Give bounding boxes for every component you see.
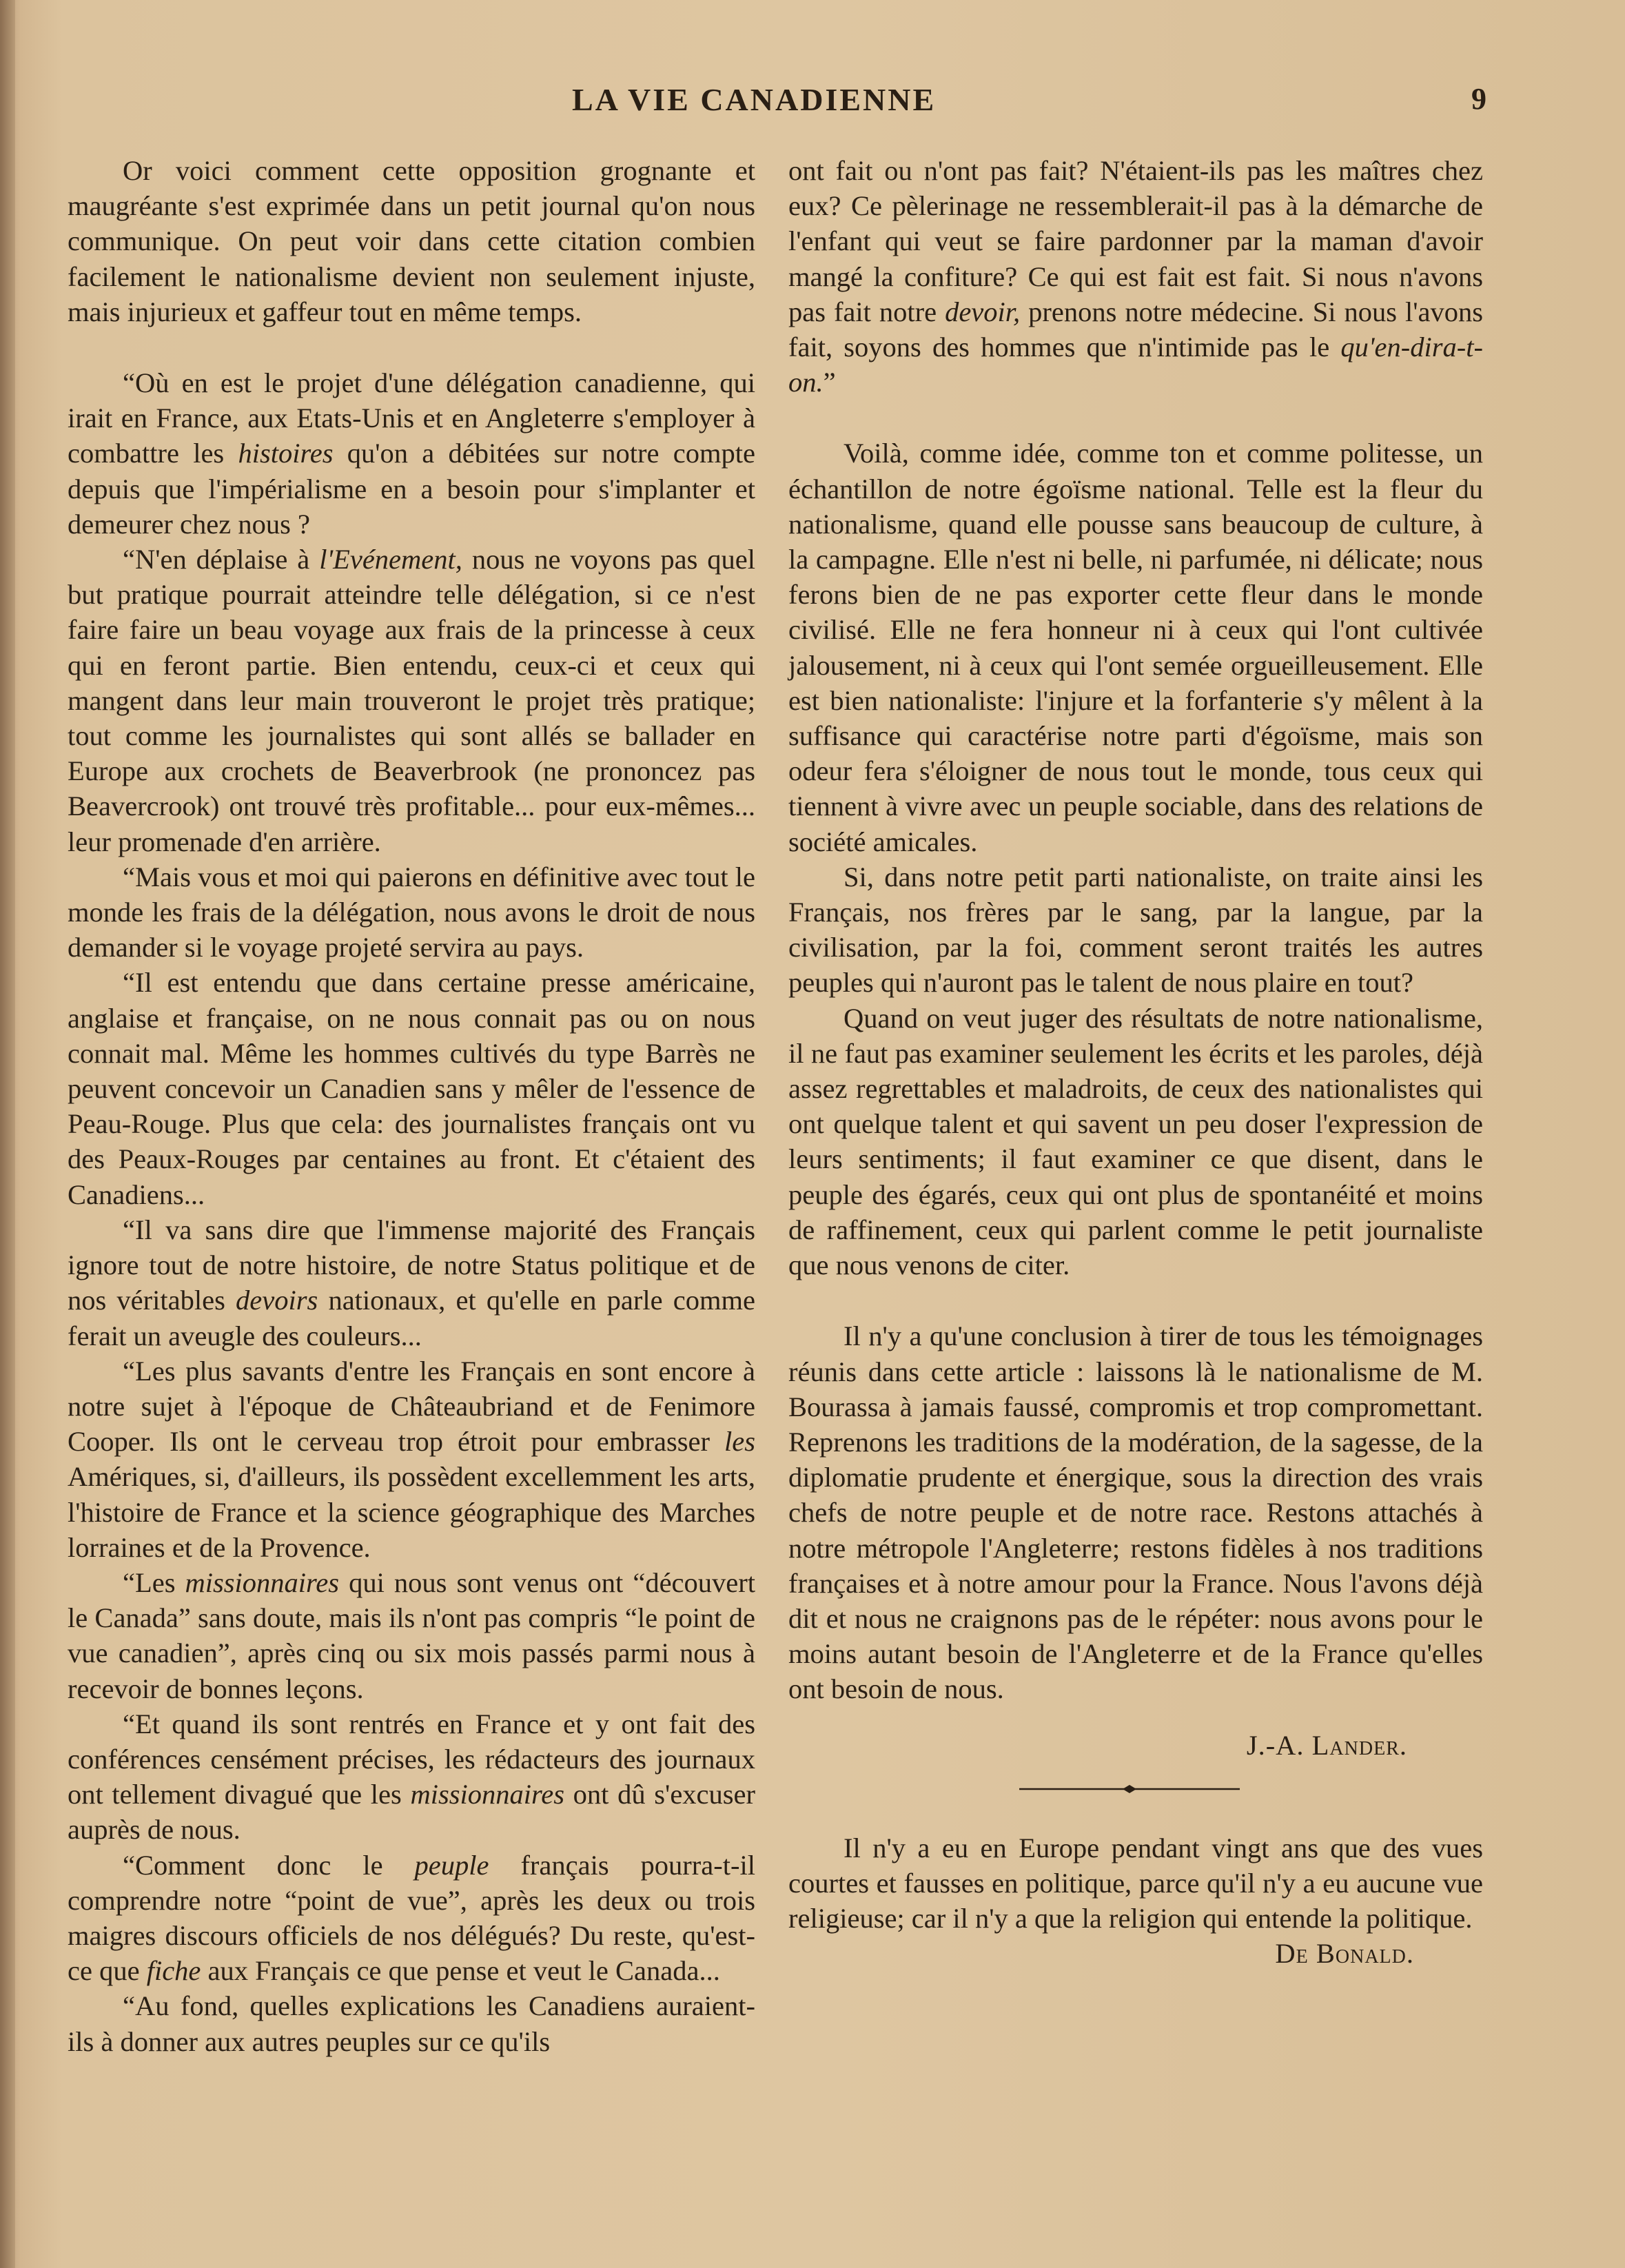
- quote-paragraph: [68, 1706, 755, 1848]
- text-run: “Au fond, quelles explications les Canadiens auraient-ils à donner aux autres peuples sur ce qu'ils: [68, 1990, 755, 2057]
- text-run: “Mais vous et moi qui paierons en définitive avec tout le monde les frais de la délégation, nous avons le droit de nous demander si le voyage projeté servira au pays.: [68, 861, 755, 963]
- text-run: français pourra-t-il comprendre notre “point de vue”, après les deux ou trois maigres discours officiels de nos délégués? Du reste, qu'est-ce que: [68, 1849, 755, 1987]
- right-column: [788, 153, 1483, 1972]
- italic-run: peuple: [414, 1849, 489, 1881]
- text-run: ont dû s'excuser auprès de nous.: [68, 1779, 755, 1846]
- italic-run: devoirs: [236, 1285, 318, 1316]
- epigraph-quote: [788, 1830, 1483, 1937]
- text-run: qu'on a débitées sur notre compte depuis que l'impérialisme en a besoin pour s'implanter et demeurer chez nous ?: [68, 438, 755, 540]
- quote-paragraph: [68, 965, 755, 1212]
- text-run: nationaux, et qu'elle en parle comme ferait un aveugle des couleurs...: [68, 1285, 755, 1351]
- left-column: [68, 153, 755, 2059]
- text-run: “Il va sans dire que l'immense majorité des Français ignore tout de notre histoire, de notre Status politique et de nos véritables: [68, 1214, 755, 1316]
- running-head: LA VIE CANADIENNE: [572, 82, 937, 117]
- paragraph-text: Il n'y a eu en Europe pendant vingt ans que des vues courtes et fausses en politique, parce qu'il n'y a eu aucune vue religieuse; car il n'y a que la religion qui entende la politique.: [788, 1832, 1483, 1934]
- paragraph: [788, 436, 1483, 859]
- italic-run: missionnaires: [410, 1779, 564, 1810]
- text-run: “Où en est le projet d'une délégation canadienne, qui irait en France, aux Etats-Unis et en Angleterre s'employer à combattre les: [68, 367, 755, 469]
- page-binding-edge: [0, 0, 15, 2268]
- text-run: Amériques, si, d'ailleurs, ils possèdent excellemment les arts, l'histoire de France et la science géographique des Marches lorraines et de la Provence.: [68, 1461, 755, 1563]
- section-divider: [788, 1775, 1483, 1803]
- quote-paragraph: [68, 1988, 755, 2058]
- italic-run: missionnaires: [185, 1566, 340, 1598]
- quote-paragraph: [68, 859, 755, 966]
- quote-paragraph: [68, 365, 755, 542]
- paragraph: [788, 859, 1483, 1001]
- paragraph-gap: [788, 400, 1483, 436]
- paragraph-text: Si, dans notre petit parti nationaliste, on traite ainsi les Français, nos frères par le sang, par la langue, par la civilisation, par la foi, comment seront traités les autres peuples qui n'auront pas le talent de nous plaire en tout?: [788, 861, 1483, 999]
- paragraph-text: Quand on veut juger des résultats de notre nationalisme, il ne faut pas examiner seulement les écrits et les paroles, déjà assez regrettables et maladroits, de ceux des nationalistes qui ont quelque talent et qui savent un peu doser l'expression de leurs sentiments; il faut examiner ce que disent, dans le peuple des égarés, ceux qui ont plus de spontanéité et moins de raffinement, ceux qui parlent comme le petit journaliste que nous venons de citer.: [788, 1002, 1483, 1281]
- text-run: “Les plus savants d'entre les Français en sont encore à notre sujet à l'époque de Châteaubriand et de Fenimore Cooper. Ils ont le cerveau trop étroit pour embrasser: [68, 1355, 755, 1458]
- italic-run: les: [724, 1426, 755, 1458]
- quote-paragraph: [68, 542, 755, 859]
- text-run: qui nous sont venus ont “découvert le Canada” sans doute, mais ils n'ont pas compris “le point de vue canadien”, après cinq ou six mois passés parmi nous à recevoir de bonnes leçons.: [68, 1566, 755, 1704]
- text-run: “Il est entendu que dans certaine presse américaine, anglaise et française, on ne nous connait pas ou on nous connait mal. Même les hommes cultivés du type Barrès ne peuvent concevoir un Canadien sans y mêler de l'essence de Peau-Rouge. Plus que cela: des journalistes français ont vu des Peaux-Rouges par centaines au front. Et c'étaient des Canadiens...: [68, 967, 755, 1210]
- paragraph: [788, 1001, 1483, 1283]
- text-run: aux Français ce que pense et veut le Canada...: [201, 1955, 720, 1987]
- paragraph-text: Voilà, comme idée, comme ton et comme politesse, un échantillon de notre égoïsme national. Telle est la fleur du nationalisme, quand elle pousse sans beaucoup de culture, à la campagne. Elle n'est ni belle, ni parfumée, ni délicate; nous ferons bien de ne pas exporter cette fleur dans le monde civilisé. Elle ne fera honneur ni à ceux qui l'ont cultivée jalousement, ni à ceux qui l'ont semée orgueilleusement. Elle est bien nationaliste: l'injure et la forfanterie s'y mêlent à la suffisance qui caractérise notre parti d'égoïsme, mais son odeur fera s'éloigner de nous tout le monde, tous ceux qui tiennent à vivre avec un peuple sociable, dans des relations de société amicales.: [788, 438, 1483, 857]
- text-run: “Comment donc le: [123, 1849, 415, 1881]
- italic-run: fiche: [146, 1955, 201, 1987]
- divider-rule-icon: [1019, 1775, 1240, 1803]
- text-run: “Et quand ils sont rentrés en France et y ont fait des conférences censément précises, les rédacteurs des journaux ont tellement divagué que les: [68, 1708, 755, 1810]
- quote-author: De Bonald.: [1275, 1938, 1414, 1970]
- paragraph-text: Il n'y a qu'une conclusion à tirer de tous les témoignages réunis dans cette article : laissons là le nationalisme de M. Bourassa à jamais faussé, compromis et trop compromettant. Reprenons les traditions de la modération, de la sagesse, de la diplomatie prudente et énergique, sous la direction des vrais chefs de notre peuple et de notre race. Restons attachés à notre métropole l'Angleterre; restons fidèles à nos traditions françaises et à notre amour pour la France. Nous l'avons déjà dit et nous ne craignons pas de le répéter: nous avons pour le moins autant besoin de l'Angleterre et de la France qu'elles ont besoin de nous.: [788, 1320, 1483, 1705]
- italic-run: l'Evénement,: [319, 544, 462, 575]
- paragraph-gap: [68, 329, 755, 365]
- author-signature: J.-A. Lander.: [1246, 1729, 1407, 1761]
- paragraph: [68, 153, 755, 329]
- paragraph-gap: [788, 1283, 1483, 1318]
- text-run: prenons notre médecine. Si nous l'avons fait, soyons des hommes que n'intimide pas le: [788, 296, 1483, 363]
- paragraph-text: Or voici comment cette opposition grognante et maugréante s'est exprimée dans un petit journal qu'on nous communique. On peut voir dans cette citation combien facilement le nationalisme devient non seulement injuste, mais injurieux et gaffeur tout en même temps.: [68, 155, 755, 327]
- paragraph: [788, 1318, 1483, 1706]
- italic-run: histoires: [238, 438, 334, 469]
- italic-run: qu'en-dira-t-on.: [788, 331, 1483, 398]
- quote-paragraph: [68, 1353, 755, 1565]
- quote-paragraph: [68, 1212, 755, 1353]
- text-run: ont fait ou n'ont pas fait? N'étaient-ils pas les maîtres chez eux? Ce pèlerinage ne ressemblerait-il pas à la démarche de l'enfant qui veut se faire pardonner par la maman d'avoir mangé la confiture? Ce qui est fait est fait. Si nous n'avons pas fait notre: [788, 155, 1483, 327]
- text-run: “N'en déplaise à: [123, 544, 320, 575]
- italic-run: devoir,: [945, 296, 1021, 327]
- quote-paragraph: [68, 1565, 755, 1706]
- text-run: “Les: [123, 1566, 185, 1598]
- page-number: 9: [1471, 82, 1486, 116]
- text-run: nous ne voyons pas quel but pratique pourrait atteindre telle délégation, si ce n'est faire faire un beau voyage aux frais de la princesse à ceux qui en feront partie. Bien entendu, ceux-ci et ceux qui mangent dans leur main trouveront le projet très pratique; tout comme les journalistes qui sont allés se ballader en Europe aux crochets de Beaverbrook (ne prononcez pas Beavercrook) ont trouvé très profitable... pour eux-mêmes... leur promenade d'en arrière.: [68, 544, 755, 857]
- text-run: ”: [823, 367, 836, 398]
- paragraph-gap: [788, 1707, 1483, 1728]
- quote-paragraph-continued: [788, 153, 1483, 400]
- quote-paragraph: [68, 1848, 755, 1989]
